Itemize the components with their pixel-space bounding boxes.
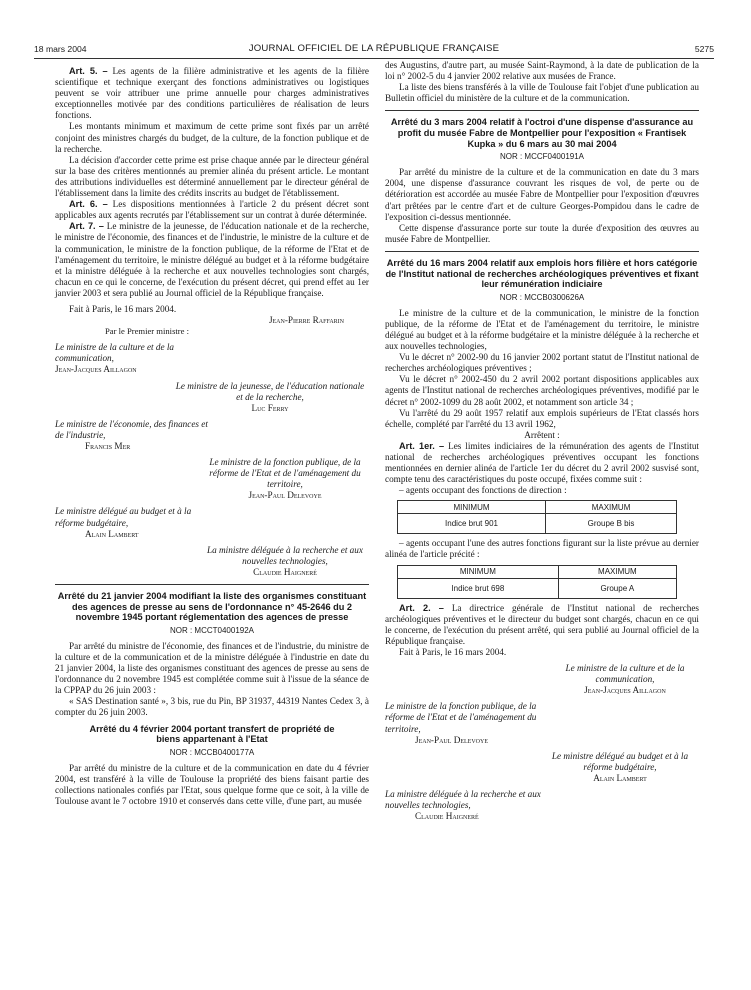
signatory-6-name: Claudie Haigneré	[253, 566, 317, 577]
article-2: Art. 2. – La directrice générale de l'Institut national de recherches archéologiques préventives et le directeur du budget sont chargés, chacun en ce qui le concerne, de l'exécution du présent arrêté, qui sera publié au Journal officiel de la République française.	[385, 602, 700, 646]
signatory-2-title: Le ministre de la fonction publique, de la réforme de l'Etat et de l'aménagement du territoire,	[385, 701, 537, 734]
arrete-16-mars-p3: Vu le décret n° 2002-450 du 2 avril 2002 portant dispositions applicables aux agents de l'Institut national de recherches archéologiques préventives, modifié par le décret n° 2002-1099 du 28 août 2002, et notamment son article 34 ;	[385, 374, 699, 407]
fait-a-paris: Fait à Paris, le 16 mars 2004.	[69, 303, 177, 314]
article-6: Art. 6. – Les dispositions mentionnées à l'article 2 du présent décret sont applicables aux agents recrutés par l'établissement sur un contrat à durée déterminée.	[55, 199, 370, 221]
signatory-6-title: La ministre déléguée à la recherche et aux nouvelles technologies,	[207, 544, 363, 566]
par-le-premier-ministre: Par le Premier ministre :	[105, 326, 190, 337]
signatory-3-title: Le ministre délégué au budget et à la réforme budgétaire,	[551, 750, 689, 772]
arrete-3-mars-nor: NOR : MCCF0400191A	[499, 152, 585, 162]
header-journal-title: JOURNAL OFFICIEL DE LA RÉPUBLIQUE FRANÇAISE	[248, 43, 500, 54]
header-date: 18 mars 2004	[34, 44, 87, 54]
table-direction	[397, 500, 677, 534]
table-cell: Groupe B bis	[546, 514, 677, 534]
table-header-maximum: MAXIMUM	[558, 565, 676, 578]
signatory-5-title: Le ministre délégué au budget et à la réforme budgétaire,	[55, 506, 192, 528]
article-5-p1: Art. 5. – Les agents de la filière administrative et les agents de la filière scientifique et technique exerçant des fonctions administratives ou logistiques peuvent se voir attribuer une prime annuelle pour charges administratives exceptionnelles motivée par des conditions particulières de réalisation de leurs fonctions.	[55, 66, 370, 121]
table-header-minimum: MINIMUM	[398, 565, 559, 578]
arrete-21-janvier-title: Arrêté du 21 janvier 2004 modifiant la liste des organismes constituant des agences de presse au sens de l'ordonnance n° 45-2646 du 2 novembre 1945 portant réglementation des agences de presse	[57, 591, 367, 623]
arrete-16-mars-p2: Vu le décret n° 2002-90 du 16 janvier 2002 portant statut de l'Institut national de recherches archéologiques préventives ;	[385, 352, 699, 374]
arrete-4-fevrier-nor: NOR : MCCB0400177A	[169, 747, 255, 757]
signatory-4-name: Jean-Paul Delevoye	[248, 490, 322, 501]
table-header-maximum: MAXIMUM	[546, 501, 677, 514]
signatory-2-name: Luc Ferry	[251, 402, 289, 413]
signatory-4-title: La ministre déléguée à la recherche et aux nouvelles technologies,	[385, 788, 541, 811]
arrete-21-janvier-nor: NOR : MCCT0400192A	[169, 625, 255, 635]
signatory-2-name: Jean-Paul Delevoye	[415, 734, 488, 745]
arrete-3-mars-title: Arrêté du 3 mars 2004 relatif à l'octroi d'une dispense d'assurance au profit du musée Fabre de Montpellier pour l'exposition « Frantisek Kupka » du 6 mars au 30 mai 2004	[390, 117, 694, 149]
arrete-3-mars-p2: Cette dispense d'assurance porte sur toute la durée d'exposition des œuvres au musée Fabre de Montpellier.	[385, 222, 699, 244]
signatory-2-title: Le ministre de la jeunesse, de l'éducation nationale et de la recherche,	[175, 380, 365, 402]
arrete-21-janvier-p2: « SAS Destination santé », 3 bis, rue du Pin, BP 31937, 44319 Nantes Cedex 3, à compter du 26 juin 2003.	[55, 696, 369, 718]
table-cell: Indice brut 698	[398, 578, 559, 598]
arrete-16-mars-nor: NOR : MCCB0300626A	[499, 292, 585, 302]
signatory-3-title: Le ministre de l'économie, des finances et de l'industrie,	[55, 418, 208, 440]
fait-a-paris: Fait à Paris, le 16 mars 2004.	[399, 646, 507, 657]
signatory-1-title: Le ministre de la culture et de la communication,	[55, 342, 174, 364]
arrete-4-fevrier-title: Arrêté du 4 février 2004 portant transfert de propriété de biens appartenant à l'Etat	[89, 723, 335, 745]
signatory-1-title: Le ministre de la culture et de la communication,	[565, 663, 685, 685]
arrete-16-mars-p1: Le ministre de la culture et de la communication, le ministre de la fonction publique, de la réforme de l'Etat et de l'aménagement du territoire, le ministre délégué au budget et à la réforme budgétaire et la ministre déléguée à la recherche et aux nouvelles technologies,	[385, 307, 699, 352]
article-1: Art. 1er. – Les limites indiciaires de la rémunération des agents de l'Institut national de recherches archéologiques préventives occupant les fonctions mentionnées en dernier alinéa de l'article 1er du décret du 2 avril 2002 susvisé sont, compte tenu des caractéristiques du poste occupé, fixées comme suit :	[385, 440, 699, 485]
arrete-4-fevrier-p1: Par arrêté du ministre de la culture et de la communication en date du 4 février 2004, est transféré à la ville de Toulouse la propriété des biens faisant partie des collections nationales confiés par l'Etat, sous quelque forme que ce soit, à la ville de Toulouse avant le 7 octobre 1910 et conservés dans cette ville, d'une part, au musée	[55, 762, 369, 807]
arretent: Arrêtent :	[524, 429, 560, 440]
signature-prime-minister: Jean-Pierre Raffarin	[268, 315, 344, 326]
continued-p1: des Augustins, d'autre part, au musée Saint-Raymond, à la date de publication de la loi n° 2002-5 du 4 janvier 2002 relative aux musées de France.	[385, 60, 699, 82]
arrete-16-mars-title: Arrêté du 16 mars 2004 relatif aux emplois hors filière et hors catégorie de l'Institut national de recherches archéologiques préventives et fixant leur rémunération indiciaire	[385, 257, 699, 290]
header-page-number: 5275	[694, 44, 714, 54]
left-column	[55, 66, 369, 807]
dash-item-1: – agents occupant des fonctions de direction :	[399, 485, 567, 496]
continued-p2: La liste des biens transférés à la ville de Toulouse fait l'objet d'une publication au Bulletin officiel du ministère de la culture et de la communication.	[385, 82, 699, 104]
page-header	[34, 42, 714, 56]
header-rule	[34, 58, 714, 59]
arrete-3-mars-p1: Par arrêté du ministre de la culture et de la communication en date du 3 mars 2004, une dispense d'assurance couvrant les risques de vol, de perte ou de détérioration est accordée au musée Fabre de Montpellier pour l'exposition d'œuvres d'art prêtées par le centre d'art et de culture Georges-Pompidou dans le cadre de l'exposition ci-dessus mentionnée.	[385, 167, 699, 222]
article-5-p3: La décision d'accorder cette prime est prise chaque année par le directeur général sur la base des critères mentionnés au premier alinéa du présent article. Le montant des attributions individuelles est déterminé annuellement par le directeur général de l'établissement dans la limite des crédits inscrits au budget de l'établissement.	[55, 154, 369, 199]
arrete-16-mars-p4: Vu l'arrêté du 29 août 1957 relatif aux emplois supérieurs de l'Etat classés hors échelle, complété par l'arrêté du 13 avril 1962,	[385, 407, 699, 429]
section-separator	[55, 584, 369, 585]
table-cell: Groupe A	[558, 578, 676, 598]
article-7: Art. 7. – Le ministre de la jeunesse, de l'éducation nationale et de la recherche, le ministre de l'économie, des finances et de l'industrie, le ministre de la culture et de la communication, le ministre de la fonction publique, de la réforme de l'Etat et de l'aménagement du territoire, le ministre délégué au budget et à la réforme budgétaire et la ministre déléguée à la recherche et aux nouvelles technologies sont chargés, chacun en ce qui le concerne, de l'exécution du présent décret, qui prend effet au 1er janvier 2003 et sera publié au Journal officiel de la République française.	[55, 221, 370, 298]
signatory-4-name: Claudie Haigneré	[415, 811, 479, 822]
signatory-3-name: Francis Mer	[85, 441, 131, 451]
arrete-21-janvier-p1: Par arrêté du ministre de l'économie, des finances et de l'industrie, du ministre de la culture et de la communication et de la ministre déléguée à l'industrie en date du 21 janvier 2004, la liste des organismes constituant des agences de presse au sens de l'ordonnance du 2 novembre 1945 est complétée comme suit à l'issue de la séance de la CPPAP du 26 juin 2003 :	[55, 640, 369, 696]
section-separator	[385, 251, 699, 252]
signatory-1-name: Jean-Jacques Aillagon	[55, 364, 137, 375]
table-autres-fonctions	[397, 565, 677, 599]
table-cell: Indice brut 901	[398, 514, 546, 534]
signatory-4-title: Le ministre de la fonction publique, de la réforme de l'Etat et de l'aménagement du territoire,	[209, 457, 361, 490]
signatory-5-name: Alain Lambert	[85, 528, 139, 539]
signatory-3-name: Alain Lambert	[593, 772, 647, 783]
section-separator	[385, 110, 699, 111]
article-5-p2: Les montants minimum et maximum de cette prime sont fixés par un arrêté conjoint des ministres chargés du budget, de la culture, de la fonction publique et de la recherche.	[55, 121, 369, 154]
table-header-minimum: MINIMUM	[398, 501, 546, 514]
right-column	[385, 60, 699, 822]
dash-item-2: – agents occupant l'une des autres fonctions figurant sur la liste prévue au dernier alinéa de l'article précité :	[385, 538, 699, 560]
signatory-1-name: Jean-Jacques Aillagon	[584, 685, 666, 696]
